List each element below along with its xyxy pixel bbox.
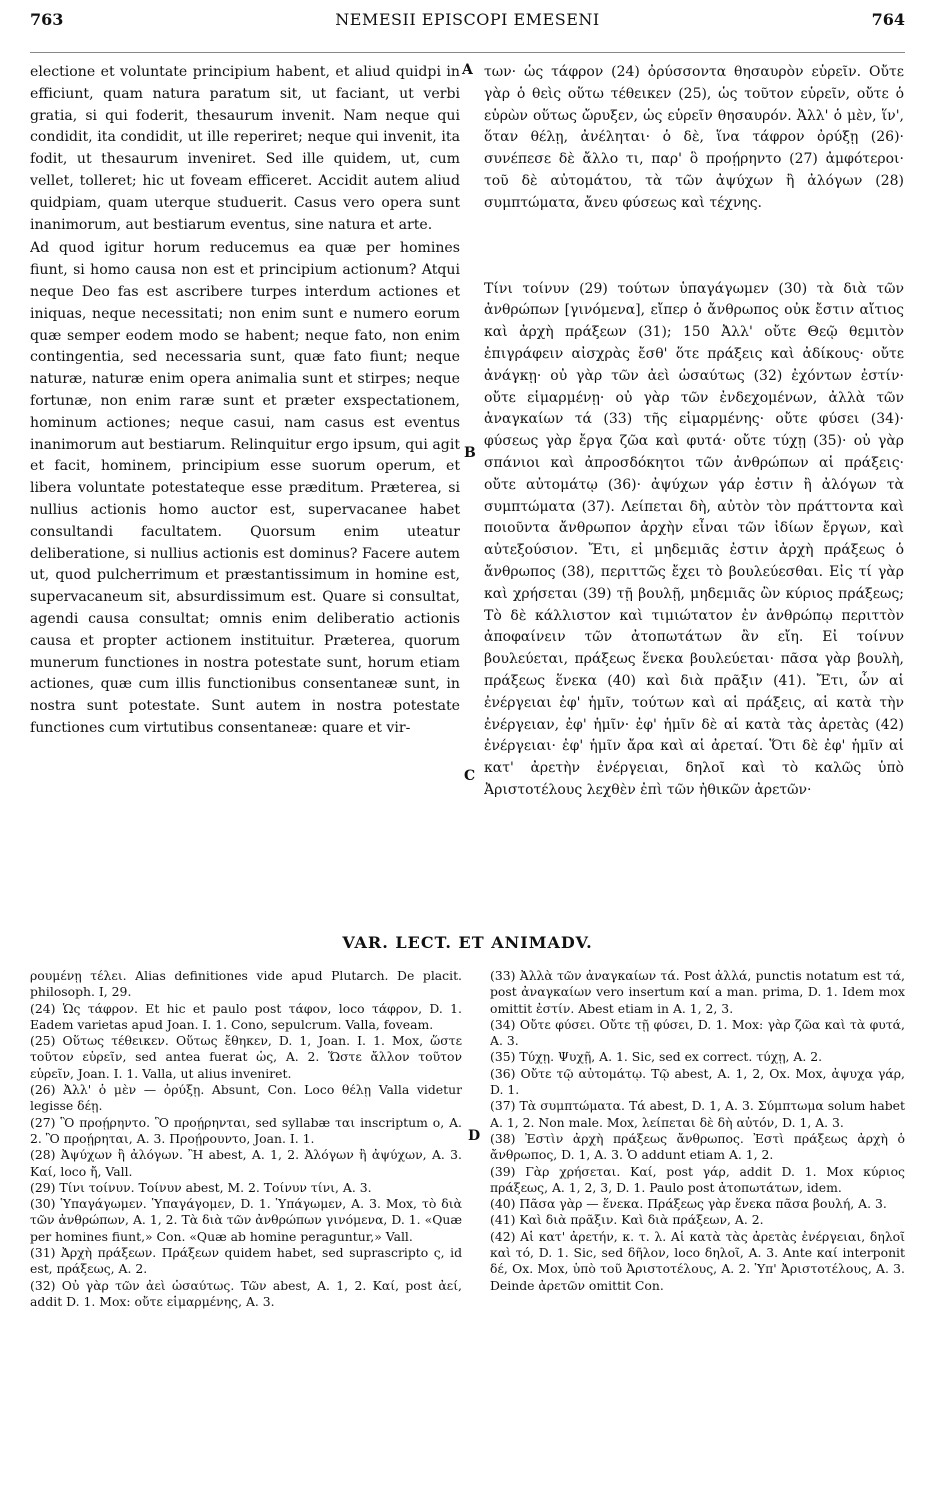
variant-note: (26) Ἀλλ' ὁ μὲν — ὀρύξῃ. Absunt, Con. Loco θέλῃ Valla videtur legisse δέῃ. — [30, 1082, 462, 1114]
page-number-right: 764 — [871, 10, 905, 29]
margin-marker-d: D — [468, 1128, 481, 1144]
latin-column — [30, 62, 460, 922]
latin-paragraph-2: Ad quod igitur horum reducemus ea quæ per homines fiunt, si homo causa non est et principium actionum? Atqui neque Deo fas est ascribere turpes interdum actiones et iniquas, neque necessitati; non enim sunt e numero eorum quæ semper eodem modo se habent; neque fato, non enim contingentia, sed necessaria sunt, quæ fato fiunt; neque naturæ, naturæ enim opera animalia sunt et stirpes; neque fortunæ, non enim raræ sunt et præter exspectationem, hominum actiones; neque casui, nam casus est eventus inanimorum aut bestiarum. Relinquitur ergo ipsum, qui agit et facit, hominem, principium esse suorum operum, et libera voluntate potestateque esse præditum. Præterea, si nullius actionis homo auctor est, supervacanee habet consultandi facultatem. Quorsum enim uteatur deliberatione, si nullius actionis est dominus? Facere autem ut, quod pulcherrimum et præstantissimum in homine est, supervacaneum sit, absurdissimum est. Quare si consultat, agendi causa consultat; omnis enim deliberatio actionis causa et propter actionem instituitur. Præterea, quorum munerum functiones in nostra potestate sunt, horum etiam actiones, quæ cum illis functionibus consentaneæ sunt, in nostra sunt potestate. Sunt autem in nostra potestate functiones cum virtutibus consentaneæ: quare et vir- — [30, 240, 460, 736]
header-rule — [30, 52, 905, 53]
variant-note: (40) Πᾶσα γὰρ — ἕνεκα. Πράξεως γὰρ ἕνεκα πᾶσα βουλή, A. 3. — [490, 1196, 887, 1212]
variant-note: (35) Τύχῃ. Ψυχῇ, A. 1. Sic, sed ex correct. τύχῃ, A. 2. — [490, 1049, 823, 1065]
variant-note: (32) Οὐ γὰρ τῶν ἀεὶ ὡσαύτως. Τῶν abest, A. 1, 2. Καί, post ἀεί, addit D. 1. Mox: οὔτε εἱμαρμένης, A. 3. — [30, 1277, 462, 1309]
variant-note: (24) Ὡς τάφρον. Et hic et paulo post τάφον, loco τάφρον, D. 1. Eadem varietas apud Joan. I. 1. Cono, sepulcrum. Valla, foveam. — [30, 1000, 462, 1032]
greek-paragraph-2: Τίνι τοίνυν (29) τούτων ὑπαγάγωμεν (30) τὰ διὰ τῶν ἀνθρώπων [γινόμενα], εἴπερ ὁ ἄνθρωπος οὐκ ἔστιν αἴτιος καὶ ἀρχὴ πράξεων (31); 150 Ἀλλ' οὔτε Θεῷ θεμιτὸν ἐπιγράφειν αἰσχρὰς ἔσθ' ὅτε πράξεις καὶ ἀδίκους· οὔτε ἀνάγκῃ· οὐ γὰρ τῶν ἀεὶ ὡσαύτως (32) ἐχόντων ἐστίν· οὔτε εἱμαρμένῃ· οὐ γὰρ τῶν ἐνδεχομένων, ἀλλὰ τῶν ἀναγκαίων τά (33) τῆς εἱμαρμένης· οὔτε φύσει (34)· φύσεως γὰρ ἔργα ζῶα καὶ φυτά· οὔτε τύχῃ (35)· οὐ γὰρ σπάνιοι καὶ ἀπροσδόκητοι τῶν ἀνθρώπων αἱ πράξεις· οὔτε αὐτομάτῳ (36)· ἀψύχων γάρ ἐστιν ἢ ἀλόγων τὰ συμπτώματα (37). Λείπεται δὴ, αὐτὸν τὸν πράττοντα καὶ ποιοῦντα ἄνθρωπον ἀρχὴν εἶναι τῶν ἰδίων ἔργων, καὶ αὐτεξούσιον. Ἔτι, εἰ μηδεμιᾶς ἐστιν ἀρχὴ πράξεως ὁ ἄνθρωπος (38), περιττῶς ἔχει τὸ βουλεύεσθαι. Εἰς τί γὰρ καὶ χρήσεται (39) τῇ βουλῇ, μηδεμιᾶς ὢν κύριος πράξεως; Τὸ δὲ κάλλιστον καὶ τιμιώτατον ἐν ἀνθρώπῳ περιττὸν ἀποφαίνειν τῶν ἀτοπωτάτων ἂν εἴη. Εἰ τοίνυν βουλεύεται, πράξεως ἕνεκα βουλεύεται· πᾶσα γὰρ βουλὴ, πράξεως ἕνεκα (40) καὶ διὰ πρᾶξιν (41). Ἔτι, ὧν αἱ ἐνέργειαι ἐφ' ἡμῖν, τούτων καὶ αἱ πράξεις, αἱ κατὰ τὴν ἐνέργειαν, ἐφ' ἡμῖν· ἐφ' ἡμῖν δὲ αἱ κατὰ τὰς ἀρετὰς (42) ἐνέργειαι· ἐφ' ἡμῖν ἄρα καὶ αἱ ἀρεταί. Ὅτι δὲ ἐφ' ἡμῖν αἱ κατ' ἀρετὴν ἐνέργειαι, δηλοῖ καὶ τὸ καλῶς ὑπὸ Ἀριστοτέλους λεχθὲν ἐπὶ τῶν ἠθικῶν ἀρετῶν· — [484, 280, 904, 798]
variant-note: (39) Γὰρ χρήσεται. Καί, post γάρ, addit D. 1. Mox κύριος πράξεως, A. 1, 2, 3, D. 1. Paulo post ἀτοπωτάτων, idem. — [490, 1163, 905, 1195]
variant-note: (27) Ὃ προῄρηντο. Ὃ προῄρηνται, sed syllabæ ται inscriptum ο, A. 2. Ὃ προῄρηται, A. 3. Προῄρουντο, Joan. I. 1. — [30, 1114, 462, 1146]
margin-marker-b: B — [464, 445, 476, 461]
notes-left-column — [30, 968, 462, 1493]
variants-heading: VAR. LECT. ET ANIMADV. — [342, 933, 593, 952]
page-header — [30, 10, 905, 50]
variant-note: (33) Ἀλλὰ τῶν ἀναγκαίων τά. Post ἀλλά, punctis notatum est τά, post ἀναγκαίων vero insertum καί a man. prima, D. 1. Idem mox omittit ἐστίν. Abest etiam in A. 1, 2, 3. — [490, 968, 905, 1016]
variant-note: (30) Ὑπαγάγωμεν. Ὑπαγάγομεν, D. 1. Ὑπάγωμεν, A. 3. Mox, τὸ διὰ τῶν ἀνθρώπων, A. 1, 2. Τὰ διὰ τῶν ἀνθρώπων γινόμενα, D. 1. «Quæ per homines fiunt,» Con. «Quæ ab homine peraguntur,» Vall. — [30, 1196, 462, 1244]
notes-right-column — [490, 968, 905, 1493]
variant-note: (41) Καὶ διὰ πρᾶξιν. Καὶ διὰ πράξεων, A. 2. — [490, 1212, 764, 1228]
latin-paragraph-1: electione et voluntate principium habent, et aliud quidpi in efficiunt, quam natura paratum sit, ut faciant, ut verbi gratia, si qui foderit, thesaurum invenit. Nam neque qui condidit, ita condidit, ut ille reperiret; neque qui invenit, ita fodit, ut thesaurum inveniret. Sed ille quidem, ut, cum vellet, tolleret; hic ut foveam efficeret. Accidit autem aliud quidpiam, quam uterque studuerit. Casus vero opera sunt inanimorum, aut bestiarum eventus, sine natura et arte. — [30, 64, 460, 233]
variant-note: (38) Ἐστὶν ἀρχὴ πράξεως ἄνθρωπος. Ἐστὶ πράξεως ἀρχὴ ὁ ἄνθρωπος, D. 1, A. 3. Ὁ addunt etiam A. 1, 2. — [490, 1130, 905, 1163]
variant-note: (28) Ἀψύχων ἢ ἀλόγων. Ἢ abest, A. 1, 2. Ἀλόγων ἢ ἀψύχων, A. 3. Καί, loco ἤ, Vall. — [30, 1147, 462, 1179]
running-title: NEMESII EPISCOPI EMESENI — [335, 10, 600, 29]
variant-note: (37) Τὰ συμπτώματα. Τά abest, D. 1, A. 3. Σύμπτωμα solum habet A. 1, 2. Non male. Mox, λείπεται δὲ δὴ αὐτόν, D. 1, A. 3. — [490, 1098, 905, 1130]
variant-note: (36) Οὔτε τῷ αὐτομάτῳ. Τῷ abest, A. 1, 2, Ox. Mox, ἀψυχα γάρ, D. 1. — [490, 1065, 905, 1098]
greek-column — [484, 62, 904, 922]
page-number-left: 763 — [30, 10, 64, 29]
greek-paragraph-1: των· ὡς τάφρον (24) ὀρύσσοντα θησαυρὸν εὑρεῖν. Οὔτε γὰρ ὁ θεὶς οὕτω τέθεικεν (25), ὡς τοῦτον εὑρεῖν, οὔτε ὁ εὑρὼν οὕτως ὤρυξεν, ὡς εὑρεῖν θησαυρόν. Ἀλλ' ὁ μὲν, ἵν', ὅταν θέλῃ, ἀνέληται· ὁ δὲ, ἵνα τάφρον ὀρύξῃ (26)· συνέπεσε δὲ ἄλλο τι, παρ' ὃ προῄρηντο (27) ἀμφότεροι· τοῦ δὲ αὐτομάτου, τὰ τῶν ἀψύχων ἢ ἀλόγων (28) συμπτώματα, ἄνευ φύσεως καὶ τέχνης. — [484, 64, 904, 211]
variant-note: ρουμένῃ τέλει. Alias definitiones vide apud Plutarch. De placit. philosoph. I, 29. — [30, 968, 462, 1000]
margin-marker-c: C — [464, 768, 476, 784]
variant-note: (25) Οὕτως τέθεικεν. Οὕτως ἔθηκεν, D. 1, Joan. I. 1. Mox, ὥστε τοῦτον εὑρεῖν, sed antea fuerat ὡς, A. 2. Ὥστε ἄλλον τοῦτον εὑρεῖν, Joan. I. 1. Valla, ut alius inveniret. — [30, 1033, 462, 1081]
variant-note: (34) Οὔτε φύσει. Οὔτε τῇ φύσει, D. 1. Mox: γὰρ ζῶα καὶ τὰ φυτά, A. 3. — [490, 1016, 905, 1049]
variant-note: (31) Ἀρχὴ πράξεων. Πράξεων quidem habet, sed suprascripto ς, id est, πράξεως, A. 2. — [30, 1245, 462, 1277]
variant-note: (42) Αἱ κατ' ἀρετήν, κ. τ. λ. Αἱ κατὰ τὰς ἀρετὰς ἐνέργειαι, δηλοῖ καὶ τό, D. 1. Sic, sed δῆλον, loco δηλοῖ, A. 3. Ante καί interponit δέ, Ox. Mox, ὑπὸ τοῦ Ἀριστοτέλους, A. 2. Ὑπ' Ἀριστοτέλους, A. 3. Deinde ἀρετῶν omittit Con. — [490, 1228, 905, 1293]
margin-marker-a: A — [462, 62, 473, 78]
variant-note: (29) Τίνι τοίνυν. Τοίνυν abest, M. 2. Τοίνυν τίνι, A. 3. — [30, 1179, 372, 1195]
